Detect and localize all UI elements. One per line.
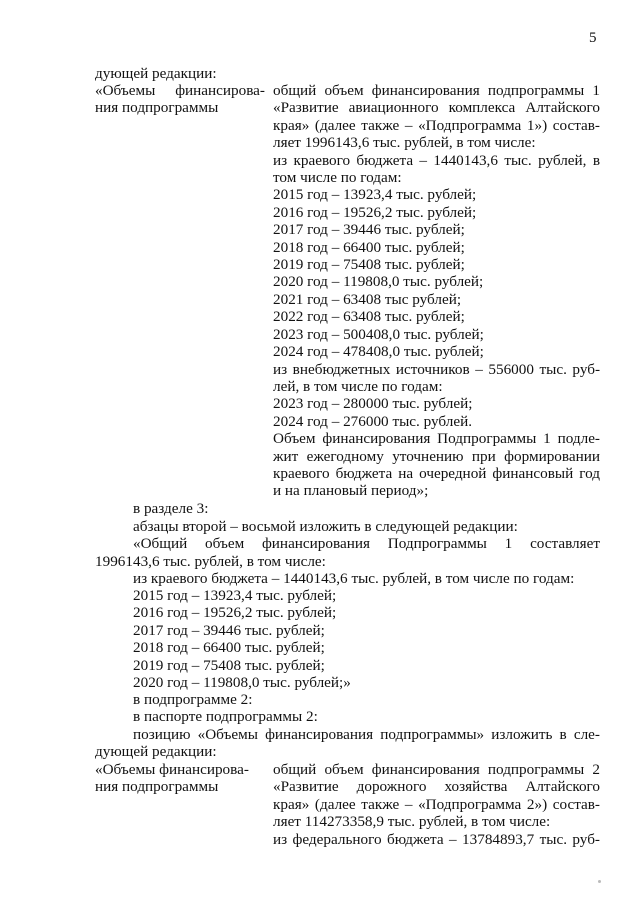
block1-right-line: 2020 год – 119808,0 тыс. рублей; <box>273 273 484 291</box>
middle-line: из краевого бюджета – 1440143,6 тыс. рублей, в том числе по годам: <box>133 570 575 587</box>
block1-right-line: 2016 год – 19526,2 тыс. рублей; <box>273 203 477 221</box>
page-number: 5 <box>589 30 597 46</box>
middle-line: 1996143,6 тыс. рублей, в том числе: <box>95 553 326 570</box>
block1-right-line: Объем финансирования Подпрограммы 1 подле- <box>273 430 600 448</box>
block1-right-line: 2018 год – 66400 тыс. рублей; <box>273 238 465 256</box>
middle-line: абзацы второй – восьмой изложить в следующей редакции: <box>133 518 518 535</box>
block2-right-line: ляет 114273358,9 тыс. рублей, в том числе: <box>273 813 551 831</box>
middle-line: 2018 год – 66400 тыс. рублей; <box>133 639 325 656</box>
block1-right-line: из краевого бюджета – 1440143,6 тыс. рублей, в <box>273 151 600 169</box>
block1-right-line: 2019 год – 75408 тыс. рублей; <box>273 256 465 274</box>
block2-left-column <box>95 761 265 796</box>
block1-right-line: жит ежегодному уточнению при формировании <box>273 447 600 465</box>
block1-left-line: ния подпрограммы <box>95 99 219 117</box>
scan-speck <box>598 880 601 883</box>
block1-right-line: и на плановый период»; <box>273 482 429 500</box>
block1-left-line: «Объемы финансирова- <box>95 82 265 99</box>
block1-right-line: 2015 год – 13923,4 тыс. рублей; <box>273 186 477 204</box>
middle-line: 2019 год – 75408 тыс. рублей; <box>133 657 325 674</box>
block1-right-line: края» (далее также – «Подпрограмма 1») состав- <box>273 116 600 134</box>
block1-right-line: 2022 год – 63408 тыс. рублей; <box>273 308 465 326</box>
block2-right-line: из федерального бюджета – 13784893,7 тыс. руб- <box>273 830 600 848</box>
block1-right-line: 2024 год – 478408,0 тыс. рублей; <box>273 343 484 361</box>
block1-right-line: 2023 год – 280000 тыс. рублей; <box>273 395 473 413</box>
block1-right-line: краевого бюджета на очередной финансовый год <box>273 464 600 482</box>
block1-right-line: из внебюджетных источников – 556000 тыс. руб- <box>273 360 600 378</box>
middle-line: позицию «Объемы финансирования подпрограммы» изложить в сле- <box>133 726 600 743</box>
block2-right-column <box>273 761 600 848</box>
block1-right-line: «Развитие авиационного комплекса Алтайского <box>273 99 600 117</box>
block1-right-line: 2024 год – 276000 тыс. рублей. <box>273 412 473 430</box>
top-line: дующей редакции: <box>95 65 217 82</box>
block2-right-line: «Развитие дорожного хозяйства Алтайского <box>273 778 600 796</box>
block1-right-line: 2017 год – 39446 тыс. рублей; <box>273 221 465 239</box>
middle-line: 2017 год – 39446 тыс. рублей; <box>133 622 325 639</box>
block2-left-line: «Объемы финансирова- <box>95 761 249 778</box>
block1-left-column <box>95 82 265 117</box>
block1-right-line: 2021 год – 63408 тыс рублей; <box>273 290 462 308</box>
block1-right-line: лей, в том числе по годам: <box>273 377 443 395</box>
middle-line: в паспорте подпрограммы 2: <box>133 708 318 725</box>
middle-line: дующей редакции: <box>95 743 217 760</box>
block1-right-line: ляет 1996143,6 тыс. рублей, в том числе: <box>273 134 536 152</box>
block1-right-line: том числе по годам: <box>273 169 402 187</box>
block2-right-line: общий объем финансирования подпрограммы 2 <box>273 761 600 778</box>
block1-right-column <box>273 82 600 500</box>
block1-right-line: общий объем финансирования подпрограммы 1 <box>273 82 600 99</box>
block1-right-line: 2023 год – 500408,0 тыс. рублей; <box>273 325 484 343</box>
middle-line: 2020 год – 119808,0 тыс. рублей;» <box>133 674 351 691</box>
middle-line: 2015 год – 13923,4 тыс. рублей; <box>133 587 337 604</box>
block2-right-line: края» (далее также – «Подпрограмма 2») состав- <box>273 795 600 813</box>
middle-line: 2016 год – 19526,2 тыс. рублей; <box>133 604 337 621</box>
middle-line: в подпрограмме 2: <box>133 691 253 708</box>
middle-line: в разделе 3: <box>133 500 209 517</box>
middle-line: «Общий объем финансирования Подпрограммы 1 составляет <box>133 535 600 552</box>
block2-left-line: ния подпрограммы <box>95 778 219 796</box>
